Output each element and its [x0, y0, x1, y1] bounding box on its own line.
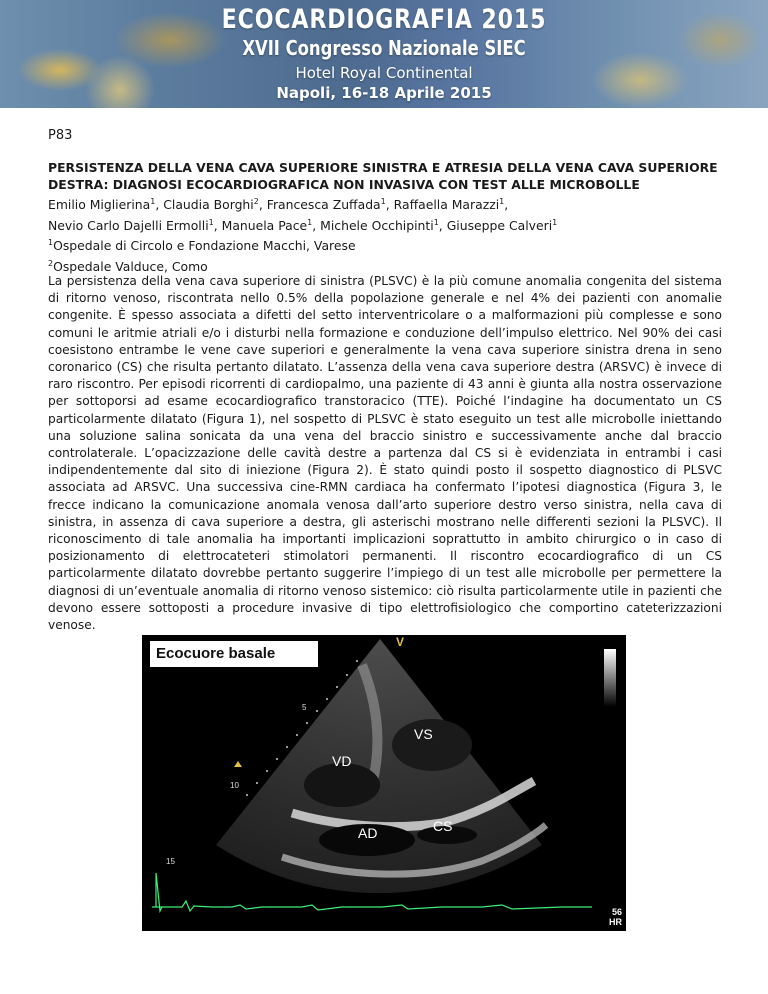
paper-title: PERSISTENZA DELLA VENA CAVA SUPERIORE SINISTRA E ATRESIA DELLA VENA CAVA SUPERIORE DESTRA: DIAGNOSI ECOCARDIOGRAFICA NON INVASIVA CON TEST ALLE MICROBOLLE [48, 160, 718, 192]
depth-tick-15: 15 [166, 857, 175, 866]
echo-figure [142, 635, 626, 931]
author-name: Raffaella Marazzi [393, 197, 500, 213]
affiliation-1: $^1$Ospedale di Circolo e Fondazione Macchi, Varese [48, 238, 356, 254]
banner-title: ECOCARDIOGRAFIA 2015 [221, 4, 547, 35]
author-name: Emilio Miglierina [48, 197, 151, 213]
author-affiliation-mark: 1 [433, 217, 439, 227]
abstract-text: La persistenza della vena cava superiore di sinistra (PLSVC) è la più comune anomalia congenita del sistema di ritorno venoso, riscontrata nello 0.5% della popolazione generale e nel 4% dei pazienti con anomalie congenite. È spesso associata a difetti del setto interventricolare o a malformazioni più complesse e sono comuni le aritmie atriali e/o i disturbi nella formazione e conduzione dell’impulso elettrico. Nel 90% dei casi coesistono entrambe le vene cave superiori e generalmente la vena cava superiore sinistra drena in seno coronarico (CS) che risulta pertanto dilatato. L’assenza della vena cava superiore destra (ARSVC) è invece di raro riscontro. Per episodi ricorrenti di cardiopalmo, una paziente di 43 anni è giunta alla nostra osservazione per sottoporsi ad esame ecocardiografico transtoracico (TTE). Poiché l’indagine ha documentato un CS particolarmente dilatato (Figura 1), nel sospetto di PLSVC è stato eseguito un test alle microbolle iniettando una soluzione salina sonicata da una vena del braccio sinistro e successivamente anche dal braccio controlaterale. L’opacizzazione delle cavità destre a partenza dal CS si è evidenziata in entrambi i casi indipendentemente dal sito di iniezione (Figura 2). È stato quindi posto il sospetto diagnostico di PLSVC associata ad ARSVC. Una successiva cine-RMN cardiaca ha confermato l’ipotesi diagnostica (Figura 3, le frecce indicano la comunicazione anomala venosa dall’arto superiore destro verso sinistra, nella cava di sinistra, in assenza di cava superiore a destra, gli asterischi mostrano nelle differenti sezioni la PLSVC). Il riconoscimento di tale anomalia ha importanti implicazioni soprattutto in ambito chirurgico o in caso di posizionamento di elettrocateteri stimolatori permanenti. Il riscontro ecocardiografico di un CS particolarmente dilatato dovrebbe pertanto suggerire l’impiego di un test alle microbolle per permettere la diagnosi di un’eventuale anomalia di ritorno venoso sistemico: ciò risulta particolarmente utile in pazienti che devono essere sottoposti a procedure invasive di tipo elettrofisiologico che comportino cateterizzazioni venose. [48, 274, 722, 633]
author-name: Manuela Pace [221, 217, 308, 233]
hr-label: HR [609, 917, 622, 927]
orientation-marker: V [396, 635, 405, 649]
echo-image [142, 635, 626, 931]
label-ad: AD [358, 825, 378, 841]
depth-tick-5: 5 [302, 703, 307, 712]
author-affiliation-mark: 1 [208, 217, 214, 227]
figure-caption-box: Ecocuore basale [150, 641, 318, 667]
author-affiliation-mark: 1 [307, 217, 313, 227]
author-affiliation-mark: 1 [499, 197, 505, 206]
author-affiliation-mark: 2 [253, 197, 259, 206]
author-affiliation-mark: 1 [552, 217, 558, 227]
poster-code: P83 [48, 128, 73, 143]
author-name: Francesca Zuffada [266, 197, 381, 213]
hr-value: 56 [611, 907, 622, 917]
label-vs: VS [414, 726, 433, 742]
author-name: Nevio Carlo Dajelli Ermolli [48, 217, 209, 233]
label-cs: CS [433, 818, 453, 834]
depth-tick-10: 10 [230, 781, 239, 790]
author-affiliation-mark: 1 [380, 197, 386, 206]
label-vd: VD [332, 753, 352, 769]
heart-rate-readout [609, 907, 622, 927]
banner-date: Napoli, 16-18 Aprile 2015 [276, 84, 492, 102]
author-name: Claudia Borghi [163, 197, 254, 213]
author-affiliation-mark: 1 [150, 197, 156, 206]
author-list: Emilio Miglierina$^1$, Claudia Borghi$^2$, Francesca Zuffada$^1$, Raffaella Marazzi$^1$, Nevio Carlo Dajelli Ermolli$^1$, Manuela Pace$^1$, Michele Occhipinti$^1$, Giuseppe Calveri$^1$ [48, 197, 558, 233]
banner-venue: Hotel Royal Continental [295, 64, 473, 82]
affiliation-2: $^2$Ospedale Valduce, Como [48, 258, 208, 274]
author-name: Giuseppe Calveri [446, 217, 553, 233]
author-block [48, 193, 728, 276]
banner-subtitle: XVII Congresso Nazionale SIEC [242, 36, 526, 60]
conference-banner [0, 0, 768, 108]
author-name: Michele Occhipinti [320, 217, 434, 233]
